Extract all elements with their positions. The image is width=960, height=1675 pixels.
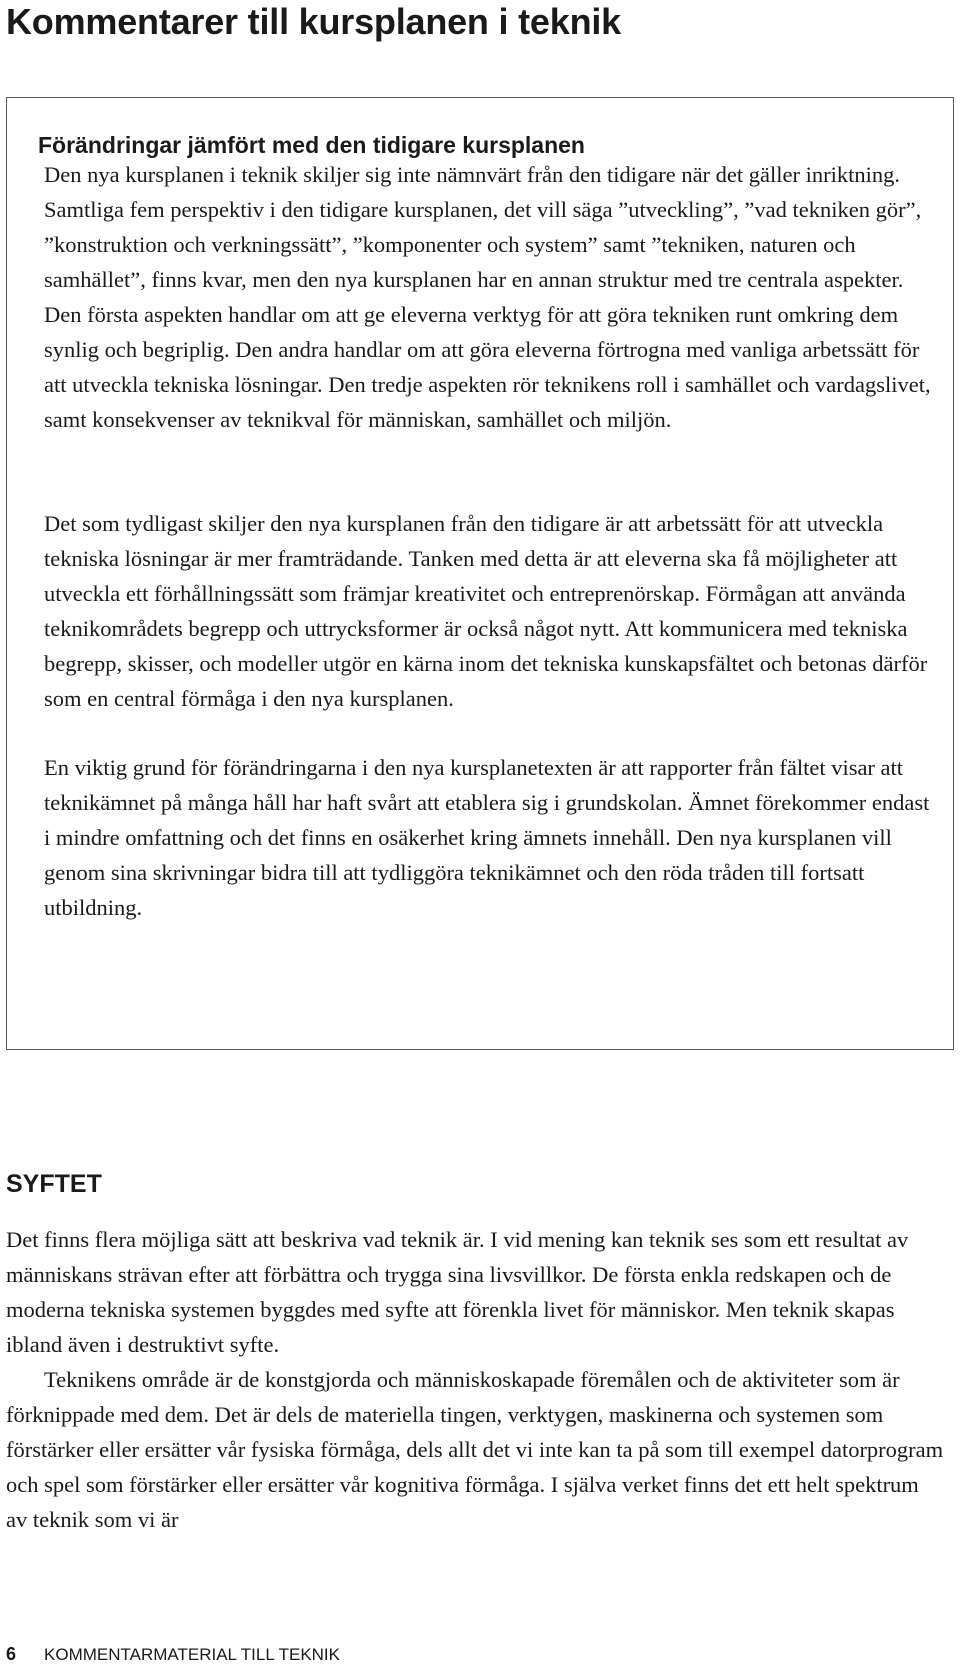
page-number: 6 [6, 1644, 17, 1664]
page-title: Kommentarer till kursplanen i teknik [6, 1, 621, 42]
box-paragraph-2: Det som tydligast skiljer den nya kursplanen från den tidigare är att arbetssätt för att utveckla tekniska lösningar är mer framträdande. Tanken med detta är att eleverna ska få möjligheter att utveckla ett förhållningssätt som främjar kreativitet och entreprenörskap. Förmågan att använda teknikområdets begrepp och uttrycksformer är också något nytt. Att kommunicera med tekniska begrepp, skisser, och modeller utgör en kärna inom det tekniska kunskapsfältet och betonas därför som en central förmåga i den nya kursplanen. [44, 511, 928, 711]
box-heading: Förändringar jämfört med den tidigare kursplanen [38, 132, 585, 158]
box-paragraph-3: En viktig grund för förändringarna i den nya kursplanetexten är att rapporter från fältet visar att teknikämnet på många håll har haft svårt att etablera sig i grundskolan. Ämnet förekommer endast i mindre omfattning och det finns en osäkerhet kring ämnets innehåll. Den nya kursplanen vill genom sina skrivningar bidra till att tydliggöra teknikämnet och den röda tråden till fortsatt utbildning. [44, 755, 930, 920]
section-heading: SYFTET [6, 1170, 102, 1198]
box-paragraph-1: Den nya kursplanen i teknik skiljer sig inte nämnvärt från den tidigare när det gäller inriktning. Samtliga fem perspektiv i den tidigare kursplanen, det vill säga ”utveckling”, ”vad tekniken gör”, ”konstruktion och verkningssätt”, ”komponenter och system” samt ”tekniken, naturen och samhället”, finns kvar, men den nya kursplanen har en annan struktur med tre centrala aspekter. Den första aspekten handlar om att ge eleverna verktyg för att göra tekniken runt omkring dem synlig och begriplig. Den andra handlar om att göra eleverna förtrogna med vanliga arbetssätt för att utveckla tekniska lösningar. Den tredje aspekten rör teknikens roll i samhället och vardagslivet, samt konsekvenser av teknikval för människan, samhället och miljön. [44, 162, 931, 432]
page-footer [6, 1642, 340, 1667]
body-paragraph-1: Det finns flera möjliga sätt att beskriva vad teknik är. I vid mening kan teknik ses som ett resultat av människans strävan efter att förbättra och trygga sina livsvillkor. De första enkla redskapen och de moderna tekniska systemen byggdes med syfte att förenkla livet för människor. Men teknik skapas ibland även i destruktivt syfte. [6, 1227, 909, 1357]
footer-title: KOMMENTARMATERIAL TILL TEKNIK [44, 1645, 340, 1664]
body-paragraph-2: Teknikens område är de konstgjorda och människoskapade föremålen och de aktiviteter som är förknippade med dem. Det är dels de materiella tingen, verktygen, maskinerna och systemen som förstärker eller ersätter vår fysiska förmåga, dels allt det vi inte kan ta på som till exempel datorprogram och spel som förstärker eller ersätter vår kognitiva förmåga. I själva verket finns det ett helt spektrum av teknik som vi är [6, 1367, 944, 1532]
